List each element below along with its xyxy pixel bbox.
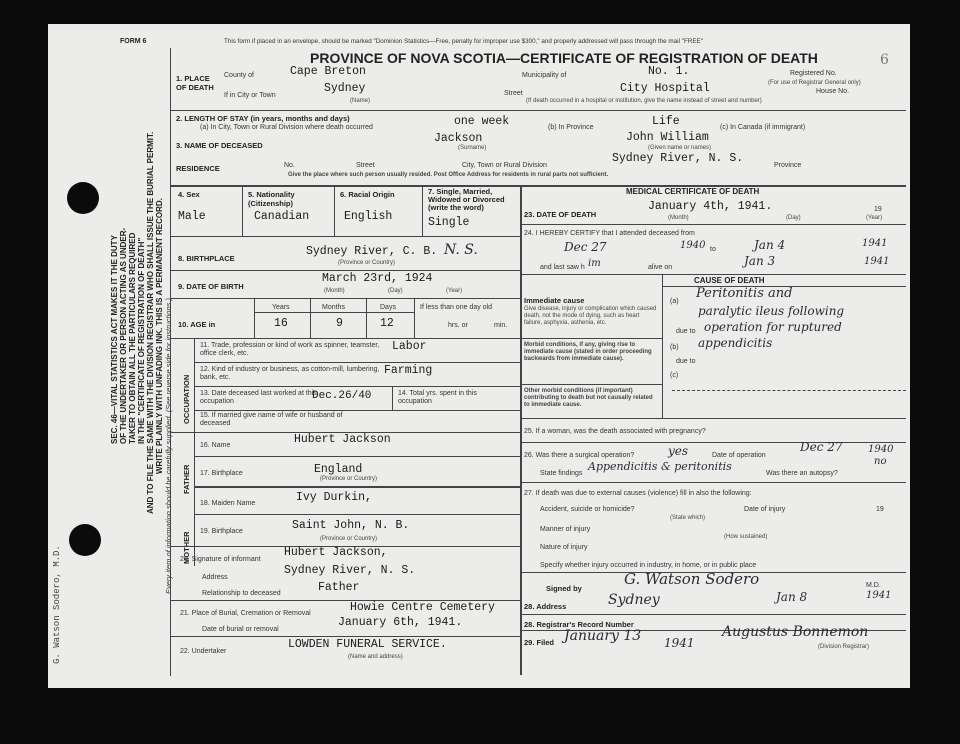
- immediate-cause-desc: Give disease, injury or complication which caused death, not the mode of dying, such as heart failure, asphyxia, asthenia, etc.: [524, 306, 657, 326]
- punch-hole: [69, 524, 101, 556]
- registered-label: Registered No.: [790, 70, 837, 77]
- side-sec-text-4: IN THE "CERTIFICATE OF REGISTRATION OF DEATH": [137, 237, 146, 444]
- medical-cert-header: MEDICAL CERTIFICATE OF DEATH: [626, 187, 760, 196]
- divider: [366, 298, 367, 338]
- last-saw-label: and last saw h: [540, 264, 585, 271]
- side-annotation: G. Watson Sodero, M.D.: [52, 545, 62, 664]
- racial-origin-value: English: [344, 210, 393, 223]
- dod-day-caption: (Day): [786, 215, 801, 221]
- form-title: PROVINCE OF NOVA SCOTIA—CERTIFICATE OF REGISTRATION OF DEATH: [310, 50, 818, 66]
- spouse-label: 15. If married give name of wife or husband of deceased: [200, 412, 343, 427]
- morbid-conditions-label: Morbid conditions, if any, giving rise to immediate cause (stated in order proceeding backwards from immediate cause).: [524, 342, 652, 362]
- signed-date: Jan 8: [776, 590, 808, 604]
- father-name-value: Hubert Jackson: [294, 433, 391, 446]
- relationship-label: Relationship to deceased: [202, 590, 281, 597]
- attended-to: Jan 4: [754, 238, 786, 252]
- md-label: M.D.: [866, 582, 881, 589]
- mother-maiden-value: Ivy Durkin,: [296, 491, 372, 504]
- attended-from: Dec 27: [564, 240, 607, 254]
- trade-value: Labor: [392, 340, 427, 353]
- province-label: Province: [774, 162, 802, 169]
- birthplace-value: Sydney River, C. B.: [306, 245, 438, 258]
- father-birthplace-value: England: [314, 463, 363, 476]
- marital-label: 7. Single, Married, Widowed or Divorced (write the word): [428, 187, 505, 212]
- nature-of-injury-label: Nature of injury: [540, 544, 588, 551]
- divider: [520, 338, 662, 339]
- pregnancy-question: 25. If a woman, was the death associated with pregnancy?: [524, 428, 706, 435]
- residence-value: Sydney River, N. S.: [612, 152, 744, 165]
- divider: [254, 298, 255, 338]
- mother-maiden-label: 18. Maiden Name: [200, 500, 256, 507]
- relationship-value: Father: [318, 581, 360, 594]
- stay-a-label: (a) In City, Town or Rural Division where death occurred: [200, 124, 373, 131]
- other-morbid-label: Other morbid conditions (if important) contributing to death but not causally related to immediate cause.: [524, 388, 653, 408]
- trade-label: 11. Trade, profession or kind of work as spinner, teamster, office clerk, etc.: [200, 342, 380, 357]
- name-address-caption: (Name and address): [348, 654, 403, 660]
- age-years-value: 16: [274, 317, 288, 330]
- days-label: Days: [380, 304, 396, 311]
- informant-sig-value: Hubert Jackson,: [284, 546, 388, 559]
- hospital-note: (If death occurred in a hospital or institution, give the name instead of street and number): [526, 98, 762, 104]
- cause-c-value: operation for ruptured: [704, 320, 842, 334]
- to-label: to: [710, 246, 716, 253]
- operation-question: 26. Was there a surgical operation?: [524, 452, 635, 459]
- alive-on-year: 1941: [864, 256, 890, 267]
- dod-year-suffix: 19: [874, 206, 882, 213]
- divider: [194, 456, 520, 457]
- signed-by-label: Signed by: [546, 584, 582, 593]
- divider: [520, 384, 662, 385]
- dob-label: 9. DATE OF BIRTH: [178, 282, 244, 291]
- divider: [392, 386, 393, 410]
- father-side-label: FATHER: [182, 464, 191, 494]
- length-of-stay-label: 2. LENGTH OF STAY (in years, months and days): [176, 114, 350, 123]
- undertaker-value: LOWDEN FUNERAL SERVICE.: [288, 638, 447, 651]
- divider: [170, 636, 520, 637]
- deceased-name-label: 3. NAME OF DECEASED: [176, 141, 263, 150]
- divider: [414, 298, 415, 338]
- industry-value: Farming: [384, 364, 433, 377]
- cause-c-marker: (c): [670, 372, 679, 379]
- divider: [520, 418, 906, 419]
- divider: [194, 486, 520, 488]
- months-label: Months: [322, 304, 345, 311]
- min-label: min.: [494, 322, 508, 329]
- marital-value: Single: [428, 216, 470, 229]
- corner-mark: 6: [880, 52, 889, 68]
- last-saw-him: im: [588, 258, 601, 269]
- manner-of-injury-label: Manner of injury: [540, 526, 591, 533]
- certificate-card: [48, 24, 910, 688]
- divider: [672, 390, 906, 391]
- county-label: County of: [224, 72, 254, 79]
- state-which-caption: (State which): [670, 515, 706, 521]
- stay-b-value: Life: [652, 115, 680, 128]
- racial-origin-label: 6. Racial Origin: [340, 190, 395, 199]
- filed-date: January 13: [564, 628, 642, 644]
- month-caption: (Month): [324, 288, 345, 294]
- burial-place-value: Howie Centre Cemetery: [350, 601, 495, 614]
- certify-label: 24. I HEREBY CERTIFY that I attended deceased from: [524, 230, 695, 237]
- age-days-value: 12: [380, 317, 394, 330]
- injury-year-suffix: 19: [876, 506, 884, 513]
- nationality-label: 5. Nationality (Citizenship): [248, 190, 295, 208]
- father-birthplace-label: 17. Birthplace: [200, 470, 243, 477]
- dod-month-caption: (Month): [668, 215, 689, 221]
- stay-a-value: one week: [454, 115, 510, 128]
- accident-label: Accident, suicide or homicide?: [540, 506, 635, 513]
- municipality-value: No. 1.: [648, 65, 690, 78]
- occupation-side-label: OCCUPATION: [182, 374, 191, 424]
- county-value: Cape Breton: [290, 65, 366, 78]
- findings-label: State findings: [540, 470, 583, 477]
- street-value: City Hospital: [620, 82, 710, 95]
- years-spent-label: 14. Total yrs. spent in this occupation: [398, 390, 477, 405]
- divider: [520, 224, 906, 225]
- date-of-death-label: 23. DATE OF DEATH: [524, 210, 597, 219]
- father-name-label: 16. Name: [200, 442, 231, 449]
- registrar-signature: Augustus Bonnemon: [722, 624, 869, 640]
- less-than-day-label: If less than one day old: [420, 304, 492, 311]
- dod-year-caption: (Year): [866, 215, 883, 221]
- residence-no-label: No.: [284, 162, 295, 169]
- sex-value: Male: [178, 210, 206, 223]
- immediate-cause-label: Immediate cause: [524, 296, 585, 305]
- divider: [254, 312, 414, 313]
- divider: [170, 236, 520, 237]
- autopsy-label: Was there an autopsy?: [766, 470, 838, 477]
- divider: [662, 274, 663, 418]
- divider: [310, 298, 311, 338]
- divider: [194, 514, 520, 515]
- physician-address: Sydney: [608, 592, 660, 608]
- operation-date-value: Dec 27: [800, 440, 843, 454]
- name-caption: (Name): [350, 98, 371, 104]
- filed-year: 1941: [664, 636, 695, 650]
- nationality-value: Canadian: [254, 210, 310, 223]
- filed-label: 29. Filed: [524, 638, 555, 647]
- place-of-death-label: 1. PLACE OF DEATH: [176, 74, 214, 92]
- side-sec-text-7: Every item of information should be carefully supplied. (See reverse side for instructions.): [164, 298, 173, 594]
- burial-date-value: January 6th, 1941.: [338, 616, 463, 629]
- form-number: FORM 6: [120, 38, 147, 45]
- cause-d-value: appendicitis: [698, 336, 773, 350]
- residence-street-label: Street: [356, 162, 375, 169]
- cause-a-value: Peritonitis and: [696, 286, 793, 301]
- divider: [170, 270, 520, 271]
- due-to-label: due to: [676, 328, 696, 335]
- divider: [170, 298, 520, 299]
- divider: [520, 614, 906, 615]
- day-caption: (Day): [388, 288, 403, 294]
- side-sec-text-1: SEC. 46—VITAL STATISTICS ACT MAKES IT THE DUTY: [110, 235, 119, 444]
- city-value: Sydney: [324, 82, 366, 95]
- operation-year: 1940: [868, 444, 894, 455]
- physician-signature: G. Watson Sodero: [624, 570, 760, 588]
- informant-address-label: Address: [202, 574, 228, 581]
- divider: [520, 482, 906, 483]
- date-of-injury-label: Date of injury: [744, 506, 786, 513]
- alive-on-value: Jan 3: [744, 254, 776, 268]
- mother-birthplace-label: 19. Birthplace: [200, 528, 243, 535]
- age-label: 10. AGE in: [178, 320, 216, 329]
- informant-address-value: Sydney River, N. S.: [284, 564, 416, 577]
- informant-sig-label: 20. Signature of informant: [180, 556, 261, 563]
- hrs-label: hrs. or: [448, 322, 468, 329]
- date-of-death-value: January 4th, 1941.: [648, 200, 773, 213]
- divider: [170, 185, 906, 187]
- year-caption: (Year): [446, 288, 463, 294]
- mother-side-label: MOTHER: [182, 531, 191, 564]
- cause-of-death-header: CAUSE OF DEATH: [694, 276, 765, 285]
- side-sec-text-6: WRITE PLAINLY WITH UNFADING INK. THIS IS A PERMANENT RECORD.: [155, 198, 164, 474]
- street-label: Street: [504, 90, 523, 97]
- due-to-label: due to: [676, 358, 696, 365]
- autopsy-value: no: [874, 456, 887, 467]
- division-registrar-caption: (Division Registrar): [818, 644, 870, 650]
- divider: [520, 442, 906, 443]
- side-sec-text-5: AND TO FILE THE SAME WITH THE DIVISION REGISTRAR WHO SHALL ISSUE THE BURIAL PERMIT.: [146, 131, 155, 514]
- last-worked-label: 13. Date deceased last worked at this occupation: [200, 390, 317, 405]
- province-country-caption: (Province or Country): [338, 260, 396, 266]
- sex-label: 4. Sex: [178, 190, 200, 199]
- birthplace-handwritten: N. S.: [444, 242, 478, 258]
- envelope-note: This form if placed in an envelope, should be marked "Dominion Statistics—Free, penalty for improper use $300," and properly addressed will pass through the mail "FREE": [224, 38, 703, 45]
- divider: [194, 338, 195, 432]
- undertaker-label: 22. Undertaker: [180, 648, 227, 655]
- findings-value: Appendicitis & peritonitis: [588, 460, 732, 473]
- left-border: [170, 48, 171, 676]
- divider: [520, 274, 906, 275]
- divider: [170, 338, 520, 339]
- last-worked-value: Dec.26/40: [312, 390, 372, 402]
- birthplace-label: 8. BIRTHPLACE: [178, 254, 235, 263]
- dob-value: March 23rd, 1924: [322, 272, 433, 285]
- years-label: Years: [272, 304, 290, 311]
- address-label: 28. Address: [524, 602, 567, 611]
- age-months-value: 9: [336, 317, 343, 330]
- divider: [170, 110, 906, 111]
- side-sec-text-3: TAKER TO OBTAIN ALL THE PARTICULARS REQUIRED: [128, 232, 137, 444]
- divider: [194, 410, 520, 411]
- cause-b-marker: (b): [670, 344, 679, 351]
- divider: [334, 185, 335, 236]
- attended-from-year: 1940: [680, 240, 706, 251]
- divider: [194, 386, 520, 387]
- divider: [242, 185, 243, 236]
- stay-c-label: (c) In Canada (if immigrant): [720, 124, 806, 131]
- cause-b-value: paralytic ileus following: [698, 304, 845, 318]
- attended-to-year: 1941: [862, 238, 888, 249]
- signed-year: 1941: [866, 590, 892, 601]
- side-sec-text-2: OF THE UNDERTAKER OR PERSON ACTING AS UNDER-: [119, 227, 128, 444]
- divider: [422, 185, 423, 236]
- surname-caption: (Surname): [458, 145, 487, 151]
- industry-label: 12. Kind of industry or business, as cotton-mill, lumbering, bank, etc.: [200, 366, 380, 381]
- prov-country-caption: (Province or Country): [320, 536, 378, 542]
- given-name-value: John William: [626, 131, 709, 144]
- residence-label: RESIDENCE: [176, 164, 220, 173]
- residence-note: Give the place where such person usually resided. Post Office Address for residents in rural parts not sufficient.: [288, 172, 609, 178]
- burial-date-label: Date of burial or removal: [202, 626, 279, 633]
- center-divider: [520, 185, 522, 675]
- cause-a-marker: (a): [670, 298, 679, 305]
- specify-injury-label: Specify whether injury occurred in industry, in home, or in public place: [540, 562, 757, 569]
- mother-birthplace-value: Saint John, N. B.: [292, 519, 410, 532]
- residence-city-label: City, Town or Rural Division: [462, 162, 547, 169]
- given-caption: (Given name or names): [648, 145, 712, 151]
- registrar-record-label: 28. Registrar's Record Number: [524, 620, 634, 629]
- operation-date-label: Date of operation: [712, 452, 766, 459]
- external-causes-label: 27. If death was due to external causes (violence) fill in also the following:: [524, 490, 752, 497]
- burial-place-label: 21. Place of Burial, Cremation or Removal: [180, 610, 311, 617]
- surname-value: Jackson: [434, 132, 483, 145]
- municipality-label: Municipality of: [522, 72, 567, 79]
- registrar-general-note: (For use of Registrar General only): [768, 80, 861, 86]
- divider: [194, 362, 520, 363]
- stay-b-label: (b) In Province: [548, 124, 594, 131]
- house-no-label: House No.: [816, 88, 850, 95]
- how-sustained-caption: (How sustained): [724, 534, 768, 540]
- operation-answer: yes: [668, 444, 689, 458]
- alive-on-label: alive on: [648, 264, 673, 271]
- city-label: If in City or Town: [224, 92, 276, 99]
- prov-country-caption: (Province or Country): [320, 476, 378, 482]
- punch-hole: [67, 182, 99, 214]
